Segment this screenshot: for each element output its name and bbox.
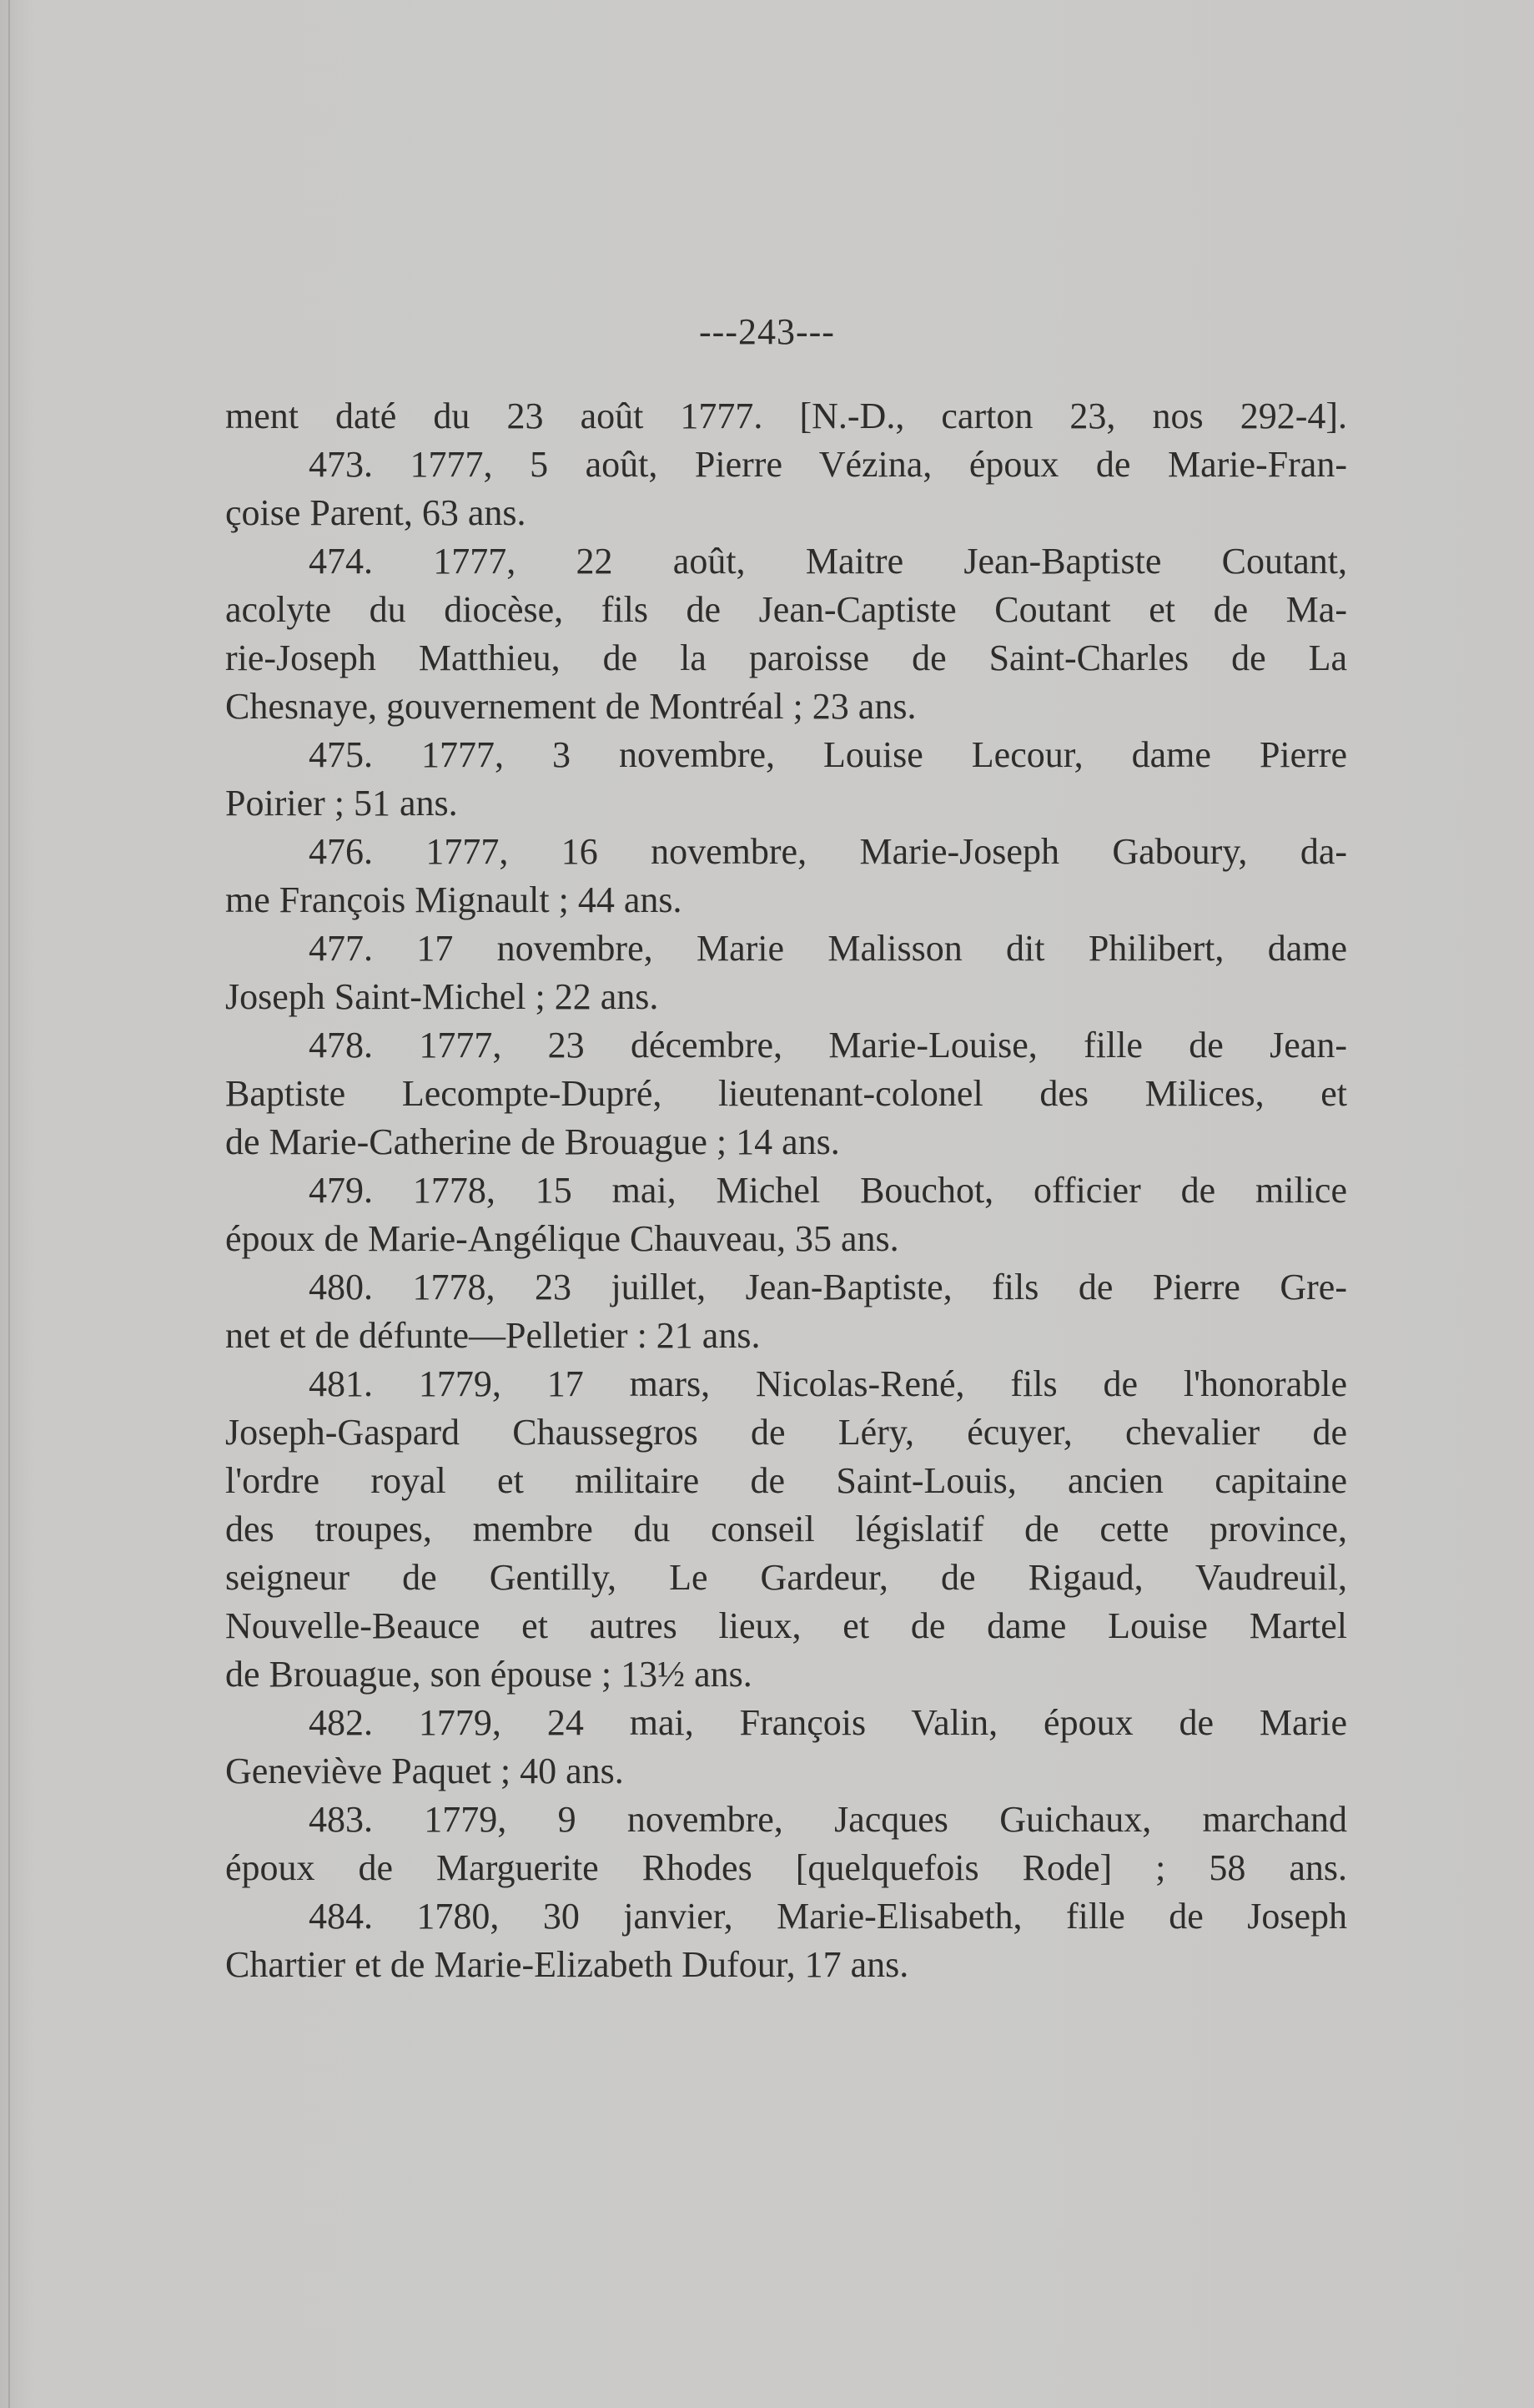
- text-line-29: Geneviève Paquet ; 40 ans.: [225, 1751, 624, 1791]
- text-line-33: Chartier et de Marie-Elizabeth Dufour, 17 ans.: [225, 1944, 909, 1985]
- text-line-16: de Marie-Catherine de Brouague ; 14 ans.: [225, 1121, 840, 1162]
- text-line-22: Joseph-Gaspard Chaussegros de Léry, écuyer, chevalier de: [225, 1412, 1347, 1453]
- text-line-23: l'ordre royal et militaire de Saint-Louis, ancien capitaine: [225, 1460, 1347, 1501]
- text-line-12: 477. 17 novembre, Marie Malisson dit Philibert, dame: [309, 928, 1347, 969]
- text-line-1: ment daté du 23 août 1777. [N.-D., carton 23, nos 292-4].: [225, 395, 1347, 436]
- text-line-19: 480. 1778, 23 juillet, Jean-Baptiste, fils de Pierre Gre-: [309, 1267, 1347, 1307]
- text-line-21: 481. 1779, 17 mars, Nicolas-René, fils de l'honorable: [309, 1363, 1347, 1404]
- register-text: [225, 392, 1347, 1989]
- text-line-3: çoise Parent, 63 ans.: [225, 492, 526, 533]
- text-line-7: Chesnaye, gouvernement de Montréal ; 23 ans.: [225, 686, 917, 727]
- text-line-26: Nouvelle-Beauce et autres lieux, et de dame Louise Martel: [225, 1605, 1347, 1646]
- text-line-17: 479. 1778, 15 mai, Michel Bouchot, officier de milice: [309, 1170, 1347, 1211]
- text-line-9: Poirier ; 51 ans.: [225, 783, 458, 824]
- text-line-13: Joseph Saint-Michel ; 22 ans.: [225, 976, 659, 1017]
- text-line-18: époux de Marie-Angélique Chauveau, 35 ans.: [225, 1218, 899, 1259]
- page-binding-edge: [8, 0, 10, 2408]
- text-line-27: de Brouague, son épouse ; 13½ ans.: [225, 1654, 752, 1695]
- text-line-20: net et de défunte—Pelletier : 21 ans.: [225, 1315, 761, 1356]
- text-line-25: seigneur de Gentilly, Le Gardeur, de Rigaud, Vaudreuil,: [225, 1557, 1347, 1598]
- text-line-32: 484. 1780, 30 janvier, Marie-Elisabeth, fille de Joseph: [309, 1896, 1347, 1937]
- text-line-8: 475. 1777, 3 novembre, Louise Lecour, dame Pierre: [309, 734, 1347, 775]
- text-line-28: 482. 1779, 24 mai, François Valin, époux de Marie: [309, 1702, 1347, 1743]
- text-line-10: 476. 1777, 16 novembre, Marie-Joseph Gaboury, da-: [309, 831, 1347, 872]
- text-line-15: Baptiste Lecompte-Dupré, lieutenant-colonel des Milices, et: [225, 1073, 1347, 1114]
- text-line-14: 478. 1777, 23 décembre, Marie-Louise, fille de Jean-: [309, 1025, 1347, 1065]
- text-line-5: acolyte du diocèse, fils de Jean-Captiste Coutant et de Ma-: [225, 589, 1347, 630]
- text-line-6: rie-Joseph Matthieu, de la paroisse de Saint-Charles de La: [225, 637, 1347, 678]
- text-line-4: 474. 1777, 22 août, Maitre Jean-Baptiste Coutant,: [309, 541, 1347, 582]
- text-line-24: des troupes, membre du conseil législatif de cette province,: [225, 1509, 1347, 1549]
- text-line-2: 473. 1777, 5 août, Pierre Vézina, époux de Marie-Fran-: [309, 444, 1347, 485]
- text-line-30: 483. 1779, 9 novembre, Jacques Guichaux, marchand: [309, 1799, 1347, 1840]
- page-number: ---243---: [699, 311, 835, 352]
- text-line-31: époux de Marguerite Rhodes [quelquefois Rode] ; 58 ans.: [225, 1847, 1347, 1888]
- text-line-11: me François Mignault ; 44 ans.: [225, 879, 682, 920]
